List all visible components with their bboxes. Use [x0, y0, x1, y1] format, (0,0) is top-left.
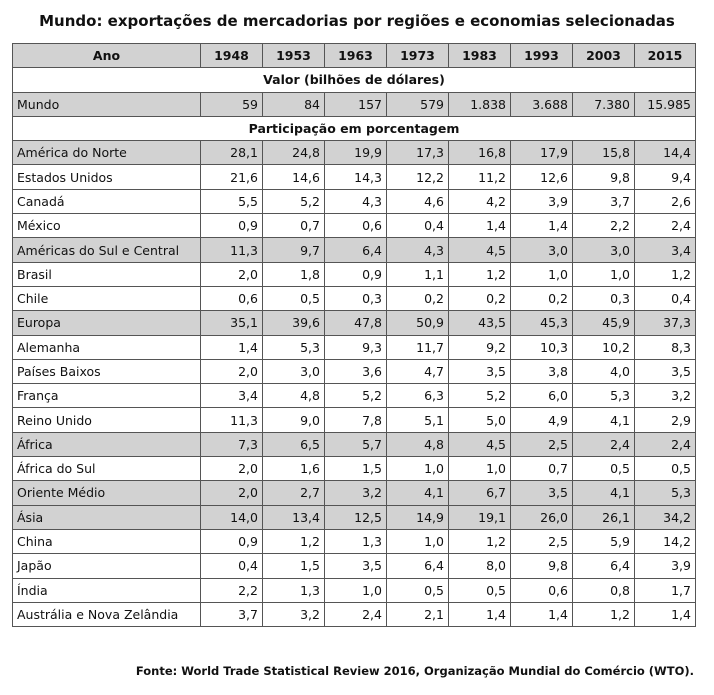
world-row — [13, 92, 696, 116]
table-cell: 4,9 — [511, 408, 573, 432]
source-note: Fonte: World Trade Statistical Review 2016, Organização Mundial do Comércio (WTO). — [135, 664, 694, 678]
row-label: Estados Unidos — [13, 165, 201, 189]
table-cell: 11,2 — [449, 165, 511, 189]
table-cell: 4,1 — [573, 408, 635, 432]
table-row — [13, 165, 696, 189]
table-cell: 5,3 — [635, 481, 696, 505]
table-cell: 0,2 — [449, 286, 511, 310]
table-cell: 2,5 — [511, 529, 573, 553]
table-cell: 11,7 — [387, 335, 449, 359]
table-cell: 39,6 — [263, 311, 325, 335]
table-cell: 14,2 — [635, 529, 696, 553]
table-cell: 6,3 — [387, 384, 449, 408]
table-cell: 1,4 — [449, 214, 511, 238]
table-cell: 13,4 — [263, 505, 325, 529]
table-cell: 11,3 — [201, 408, 263, 432]
table-cell: 0,6 — [201, 286, 263, 310]
table-cell: 12,6 — [511, 165, 573, 189]
table-cell: 2,4 — [635, 214, 696, 238]
table-cell: 9,2 — [449, 335, 511, 359]
table-cell: 1.838 — [449, 92, 511, 116]
table-cell: 1,2 — [573, 602, 635, 626]
table-cell: 7,3 — [201, 432, 263, 456]
section-row-share — [13, 116, 696, 140]
table-cell: 15,8 — [573, 141, 635, 165]
row-label: África — [13, 432, 201, 456]
row-label: México — [13, 214, 201, 238]
table-cell: 3,5 — [635, 359, 696, 383]
exports-table — [12, 43, 696, 627]
table-cell: 0,2 — [511, 286, 573, 310]
table-cell: 5,0 — [449, 408, 511, 432]
table-cell: 3,5 — [325, 554, 387, 578]
table-cell: 26,1 — [573, 505, 635, 529]
section-label: Participação em porcentagem — [13, 116, 696, 140]
table-cell: 0,4 — [201, 554, 263, 578]
table-cell: 2,0 — [201, 481, 263, 505]
table-row — [13, 262, 696, 286]
table-cell: 3,7 — [201, 602, 263, 626]
table-cell: 1,2 — [449, 529, 511, 553]
table-row — [13, 141, 696, 165]
table-cell: 3,6 — [325, 359, 387, 383]
row-label: China — [13, 529, 201, 553]
header-cell: 1953 — [263, 44, 325, 68]
table-cell: 1,6 — [263, 457, 325, 481]
table-cell: 0,9 — [201, 214, 263, 238]
table-cell: 14,3 — [325, 165, 387, 189]
table-cell: 0,5 — [387, 578, 449, 602]
table-cell: 2,0 — [201, 457, 263, 481]
table-cell: 5,3 — [263, 335, 325, 359]
table-cell: 0,5 — [449, 578, 511, 602]
table-cell: 5,2 — [263, 189, 325, 213]
table-cell: 17,9 — [511, 141, 573, 165]
table-cell: 3,2 — [635, 384, 696, 408]
table-cell: 1,0 — [325, 578, 387, 602]
table-cell: 1,0 — [511, 262, 573, 286]
table-cell: 2,7 — [263, 481, 325, 505]
table-cell: 9,7 — [263, 238, 325, 262]
table-cell: 1,2 — [263, 529, 325, 553]
table-cell: 3,2 — [263, 602, 325, 626]
table-cell: 21,6 — [201, 165, 263, 189]
table-row — [13, 359, 696, 383]
table-cell: 0,7 — [263, 214, 325, 238]
table-cell: 1,0 — [573, 262, 635, 286]
table-cell: 0,7 — [511, 457, 573, 481]
table-cell: 3,0 — [511, 238, 573, 262]
table-cell: 1,5 — [263, 554, 325, 578]
table-cell: 1,0 — [449, 457, 511, 481]
table-cell: 0,2 — [387, 286, 449, 310]
table-cell: 37,3 — [635, 311, 696, 335]
table-cell: 4,8 — [263, 384, 325, 408]
table-cell: 4,1 — [387, 481, 449, 505]
table-cell: 45,9 — [573, 311, 635, 335]
table-cell: 2,1 — [387, 602, 449, 626]
table-cell: 0,9 — [325, 262, 387, 286]
table-row — [13, 578, 696, 602]
table-cell: 157 — [325, 92, 387, 116]
table-cell: 1,8 — [263, 262, 325, 286]
table-cell: 4,8 — [387, 432, 449, 456]
table-cell: 2,4 — [635, 432, 696, 456]
table-cell: 2,0 — [201, 359, 263, 383]
row-label: Índia — [13, 578, 201, 602]
table-cell: 0,5 — [573, 457, 635, 481]
table-cell: 3,9 — [635, 554, 696, 578]
table-cell: 14,9 — [387, 505, 449, 529]
table-cell: 0,3 — [325, 286, 387, 310]
table-cell: 1,5 — [325, 457, 387, 481]
header-cell: 2003 — [573, 44, 635, 68]
row-label: Japão — [13, 554, 201, 578]
table-cell: 0,3 — [573, 286, 635, 310]
table-row — [13, 238, 696, 262]
table-cell: 59 — [201, 92, 263, 116]
table-row — [13, 214, 696, 238]
table-cell: 16,8 — [449, 141, 511, 165]
table-cell: 4,5 — [449, 432, 511, 456]
header-cell: 1993 — [511, 44, 573, 68]
header-cell: 1983 — [449, 44, 511, 68]
table-row — [13, 384, 696, 408]
table-cell: 4,2 — [449, 189, 511, 213]
table-cell: 9,4 — [635, 165, 696, 189]
section-label: Valor (bilhões de dólares) — [13, 68, 696, 92]
table-cell: 5,2 — [449, 384, 511, 408]
table-cell: 6,0 — [511, 384, 573, 408]
table-cell: 10,3 — [511, 335, 573, 359]
table-cell: 1,0 — [387, 457, 449, 481]
table-cell: 7,8 — [325, 408, 387, 432]
table-row — [13, 554, 696, 578]
table-cell: 34,2 — [635, 505, 696, 529]
row-label: Brasil — [13, 262, 201, 286]
table-cell: 1,4 — [511, 602, 573, 626]
table-cell: 5,1 — [387, 408, 449, 432]
table-row — [13, 311, 696, 335]
table-cell: 45,3 — [511, 311, 573, 335]
table-row — [13, 457, 696, 481]
table-cell: 1,0 — [387, 529, 449, 553]
table-cell: 6,4 — [325, 238, 387, 262]
table-row — [13, 602, 696, 626]
table-cell: 3,9 — [511, 189, 573, 213]
row-label: Países Baixos — [13, 359, 201, 383]
table-row — [13, 286, 696, 310]
section-row-value — [13, 68, 696, 92]
table-cell: 8,0 — [449, 554, 511, 578]
row-label: África do Sul — [13, 457, 201, 481]
row-label: Mundo — [13, 92, 201, 116]
row-label: Europa — [13, 311, 201, 335]
table-cell: 3,4 — [201, 384, 263, 408]
table-cell: 2,9 — [635, 408, 696, 432]
table-cell: 14,6 — [263, 165, 325, 189]
table-cell: 0,4 — [387, 214, 449, 238]
table-cell: 3,0 — [573, 238, 635, 262]
row-label: Canadá — [13, 189, 201, 213]
table-cell: 17,3 — [387, 141, 449, 165]
table-cell: 3.688 — [511, 92, 573, 116]
header-cell: Ano — [13, 44, 201, 68]
table-cell: 4,6 — [387, 189, 449, 213]
table-cell: 26,0 — [511, 505, 573, 529]
table-cell: 35,1 — [201, 311, 263, 335]
table-row — [13, 505, 696, 529]
table-cell: 3,8 — [511, 359, 573, 383]
table-cell: 3,4 — [635, 238, 696, 262]
table-cell: 4,0 — [573, 359, 635, 383]
table-cell: 1,2 — [449, 262, 511, 286]
row-label: América do Norte — [13, 141, 201, 165]
table-cell: 11,3 — [201, 238, 263, 262]
table-cell: 5,7 — [325, 432, 387, 456]
table-cell: 12,2 — [387, 165, 449, 189]
table-cell: 5,5 — [201, 189, 263, 213]
table-row — [13, 189, 696, 213]
header-cell: 2015 — [635, 44, 696, 68]
table-cell: 1,1 — [387, 262, 449, 286]
table-cell: 1,3 — [325, 529, 387, 553]
table-cell: 43,5 — [449, 311, 511, 335]
table-cell: 0,5 — [635, 457, 696, 481]
table-cell: 5,3 — [573, 384, 635, 408]
row-label: Austrália e Nova Zelândia — [13, 602, 201, 626]
table-cell: 9,3 — [325, 335, 387, 359]
table-row — [13, 432, 696, 456]
table-cell: 7.380 — [573, 92, 635, 116]
table-row — [13, 481, 696, 505]
table-cell: 6,4 — [387, 554, 449, 578]
table-cell: 0,4 — [635, 286, 696, 310]
table-cell: 3,2 — [325, 481, 387, 505]
table-cell: 3,0 — [263, 359, 325, 383]
table-cell: 24,8 — [263, 141, 325, 165]
table-cell: 9,0 — [263, 408, 325, 432]
table-cell: 4,3 — [387, 238, 449, 262]
row-label: Chile — [13, 286, 201, 310]
table-row — [13, 408, 696, 432]
header-cell: 1948 — [201, 44, 263, 68]
table-cell: 2,0 — [201, 262, 263, 286]
table-cell: 50,9 — [387, 311, 449, 335]
table-cell: 6,5 — [263, 432, 325, 456]
table-cell: 5,2 — [325, 384, 387, 408]
row-label: Reino Unido — [13, 408, 201, 432]
table-cell: 1,4 — [635, 602, 696, 626]
table-cell: 12,5 — [325, 505, 387, 529]
table-cell: 84 — [263, 92, 325, 116]
row-label: Oriente Médio — [13, 481, 201, 505]
table-cell: 9,8 — [511, 554, 573, 578]
table-cell: 1,4 — [511, 214, 573, 238]
table-cell: 9,8 — [573, 165, 635, 189]
table-cell: 2,2 — [573, 214, 635, 238]
row-label: Ásia — [13, 505, 201, 529]
table-cell: 0,6 — [511, 578, 573, 602]
table-cell: 2,4 — [325, 602, 387, 626]
table-cell: 3,5 — [449, 359, 511, 383]
table-cell: 0,9 — [201, 529, 263, 553]
row-label: Alemanha — [13, 335, 201, 359]
table-cell: 10,2 — [573, 335, 635, 359]
table-cell: 4,7 — [387, 359, 449, 383]
table-cell: 3,5 — [511, 481, 573, 505]
table-title: Mundo: exportações de mercadorias por regiões e economias selecionadas — [39, 12, 675, 30]
table-cell: 19,9 — [325, 141, 387, 165]
row-label: Américas do Sul e Central — [13, 238, 201, 262]
table-row — [13, 529, 696, 553]
header-cell: 1963 — [325, 44, 387, 68]
table-cell: 4,5 — [449, 238, 511, 262]
table-cell: 6,7 — [449, 481, 511, 505]
table-cell: 5,9 — [573, 529, 635, 553]
table-cell: 2,4 — [573, 432, 635, 456]
table-cell: 28,1 — [201, 141, 263, 165]
table-cell: 47,8 — [325, 311, 387, 335]
table-cell: 2,2 — [201, 578, 263, 602]
table-cell: 14,4 — [635, 141, 696, 165]
table-cell: 1,4 — [449, 602, 511, 626]
table-cell: 19,1 — [449, 505, 511, 529]
table-cell: 0,8 — [573, 578, 635, 602]
table-cell: 2,6 — [635, 189, 696, 213]
table-cell: 1,4 — [201, 335, 263, 359]
table-cell: 1,3 — [263, 578, 325, 602]
row-label: França — [13, 384, 201, 408]
table-cell: 0,5 — [263, 286, 325, 310]
header-row — [13, 44, 696, 68]
table-row — [13, 335, 696, 359]
table-cell: 6,4 — [573, 554, 635, 578]
table-cell: 1,2 — [635, 262, 696, 286]
table-cell: 2,5 — [511, 432, 573, 456]
table-cell: 4,3 — [325, 189, 387, 213]
header-cell: 1973 — [387, 44, 449, 68]
table-cell: 8,3 — [635, 335, 696, 359]
table-cell: 579 — [387, 92, 449, 116]
table-cell: 15.985 — [635, 92, 696, 116]
table-cell: 3,7 — [573, 189, 635, 213]
table-cell: 14,0 — [201, 505, 263, 529]
table-cell: 4,1 — [573, 481, 635, 505]
table-cell: 0,6 — [325, 214, 387, 238]
table-cell: 1,7 — [635, 578, 696, 602]
